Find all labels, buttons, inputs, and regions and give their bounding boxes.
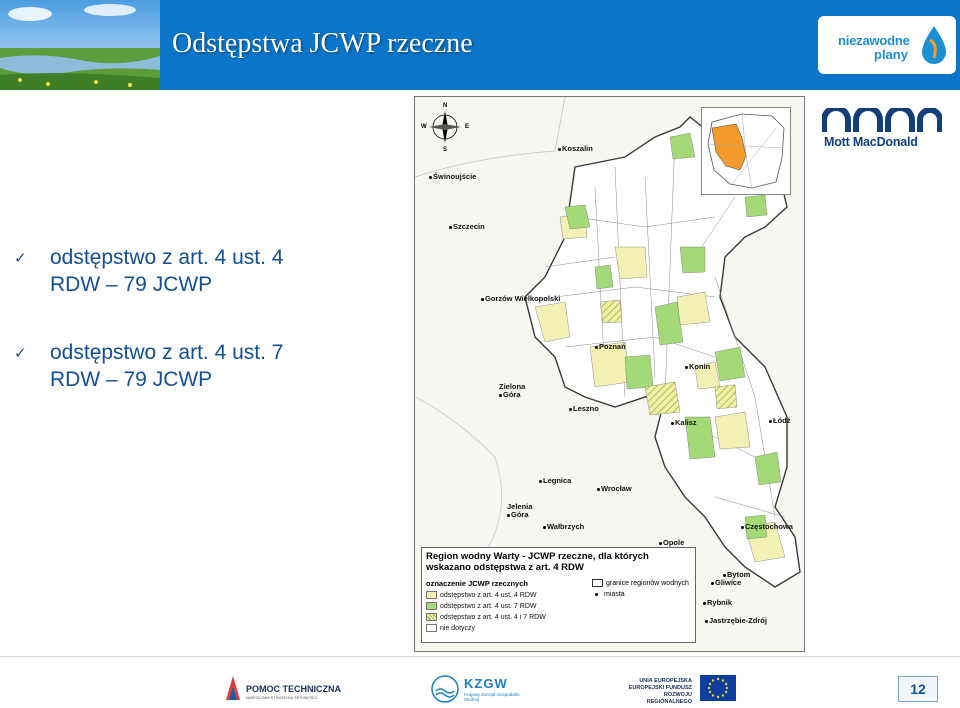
legend-boundary: granice regionów wodnych	[592, 579, 689, 587]
city-dot	[569, 408, 572, 411]
city-label: Bytom	[723, 571, 750, 579]
city-label: Legnica	[539, 477, 571, 485]
footer-divider	[0, 656, 960, 657]
city-dot	[449, 226, 452, 229]
city-label: Zielona Góra	[499, 382, 526, 399]
city-dot	[703, 602, 706, 605]
legend-swatch	[426, 613, 437, 621]
inset-drawing	[702, 108, 790, 194]
legend-item: odstępstwo z art. 4 ust. 7 RDW	[426, 602, 536, 611]
legend-item: nie dotyczy	[426, 624, 475, 633]
city-dot	[769, 420, 772, 423]
pomoc-techniczna-icon	[224, 674, 242, 702]
city-dot	[741, 526, 744, 529]
city-dot	[595, 346, 598, 349]
kzgw-logo	[430, 672, 520, 708]
city-label: Opole	[659, 539, 684, 547]
legend-cities: miasta	[592, 591, 625, 598]
city-dot	[499, 394, 502, 397]
poland-inset-map	[701, 107, 791, 195]
city-label: Częstochowa	[741, 523, 793, 531]
city-label: Rybnik	[703, 599, 732, 607]
city-dot	[685, 366, 688, 369]
water-drop-icon	[920, 24, 948, 66]
city-label: Poznań	[595, 343, 626, 351]
eu-logo	[622, 672, 740, 706]
map-legend	[421, 547, 696, 643]
city-dot	[711, 582, 714, 585]
city-label: Wałbrzych	[543, 523, 584, 531]
checkmark-icon: ✓	[14, 345, 27, 362]
logo-text: plany	[874, 47, 908, 62]
region-map	[414, 96, 805, 652]
logo-text: Mott MacDonald	[824, 135, 918, 149]
city-label: Leszno	[569, 405, 599, 413]
bullet-line: odstępstwo z art. 4 ust. 4	[50, 246, 284, 269]
kzgw-icon	[430, 674, 460, 704]
city-label: Gorzów Wielkopolski	[481, 295, 560, 303]
compass-rose	[421, 103, 470, 153]
legend-title: Region wodny Warty - JCWP rzeczne, dla których wskazano odstępstwa z art. 4 RDW	[426, 551, 649, 573]
legend-swatch	[426, 624, 437, 632]
legend-swatch	[592, 579, 603, 587]
arches-icon	[822, 108, 942, 134]
city-dot	[539, 480, 542, 483]
city-dot	[481, 298, 484, 301]
page-number: 12	[898, 676, 938, 702]
legend-swatch	[426, 591, 437, 599]
bullet-item	[14, 339, 414, 393]
city-label: Kalisz	[671, 419, 697, 427]
city-dot	[723, 574, 726, 577]
city-dot	[558, 148, 561, 151]
city-label: Łódź	[769, 417, 791, 425]
city-dot	[595, 593, 598, 596]
bullet-line: odstępstwo z art. 4 ust. 7	[50, 341, 284, 364]
logo-text: niezawodne	[838, 33, 910, 48]
city-label: Gliwice	[711, 579, 741, 587]
legend-item: odstępstwo z art. 4 ust. 4 RDW	[426, 591, 536, 600]
checkmark-icon: ✓	[14, 250, 27, 267]
city-label: Koszalin	[558, 145, 593, 153]
compass-icon	[423, 105, 470, 149]
bullet-item	[14, 244, 414, 298]
eu-flag-icon	[700, 675, 736, 701]
city-label: Świnoujście	[429, 173, 476, 181]
landscape-photo	[0, 0, 160, 90]
city-dot	[659, 542, 662, 545]
city-label: Szczecin	[449, 223, 485, 231]
city-label: Jastrzębie-Zdrój	[705, 617, 767, 625]
logo-text: POMOC TECHNICZNA	[246, 684, 341, 694]
compass-n: N	[443, 103, 448, 109]
slide-header	[0, 0, 960, 90]
niezawodne-plany-logo	[818, 16, 956, 74]
city-dot	[429, 176, 432, 179]
city-dot	[543, 526, 546, 529]
legend-header: oznaczenie JCWP rzecznych	[426, 579, 528, 588]
city-dot	[671, 422, 674, 425]
city-label: Wrocław	[597, 485, 632, 493]
city-label: Jelenia Góra	[507, 502, 533, 519]
city-dot	[507, 514, 510, 517]
logo-text: Krajowy Zarząd Gospodarki Wodnej	[464, 692, 520, 702]
mott-macdonald-logo	[822, 108, 942, 148]
bullet-list	[14, 244, 414, 434]
city-dot	[705, 620, 708, 623]
eu-text: UNIA EUROPEJSKA EUROPEJSKI FUNDUSZ ROZWOJU REGIONALNEGO	[628, 678, 692, 705]
compass-s: S	[443, 147, 448, 153]
city-label: Konin	[685, 363, 710, 371]
page-title: Odstępstwa JCWP rzeczne	[172, 28, 473, 59]
legend-swatch	[426, 602, 437, 610]
legend-item: odstępstwo z art. 4 ust. 4 i 7 RDW	[426, 613, 546, 622]
city-dot	[597, 488, 600, 491]
slide-footer	[0, 656, 960, 708]
compass-w: W	[421, 124, 427, 130]
logo-text: KZGW	[464, 676, 508, 691]
bullet-line: RDW – 79 JCWP	[50, 273, 213, 296]
bullet-line: RDW – 79 JCWP	[50, 368, 213, 391]
compass-e: E	[465, 124, 470, 130]
logo-text: NARODOWA STRATEGIA SPÓJNOŚCI	[246, 695, 318, 700]
